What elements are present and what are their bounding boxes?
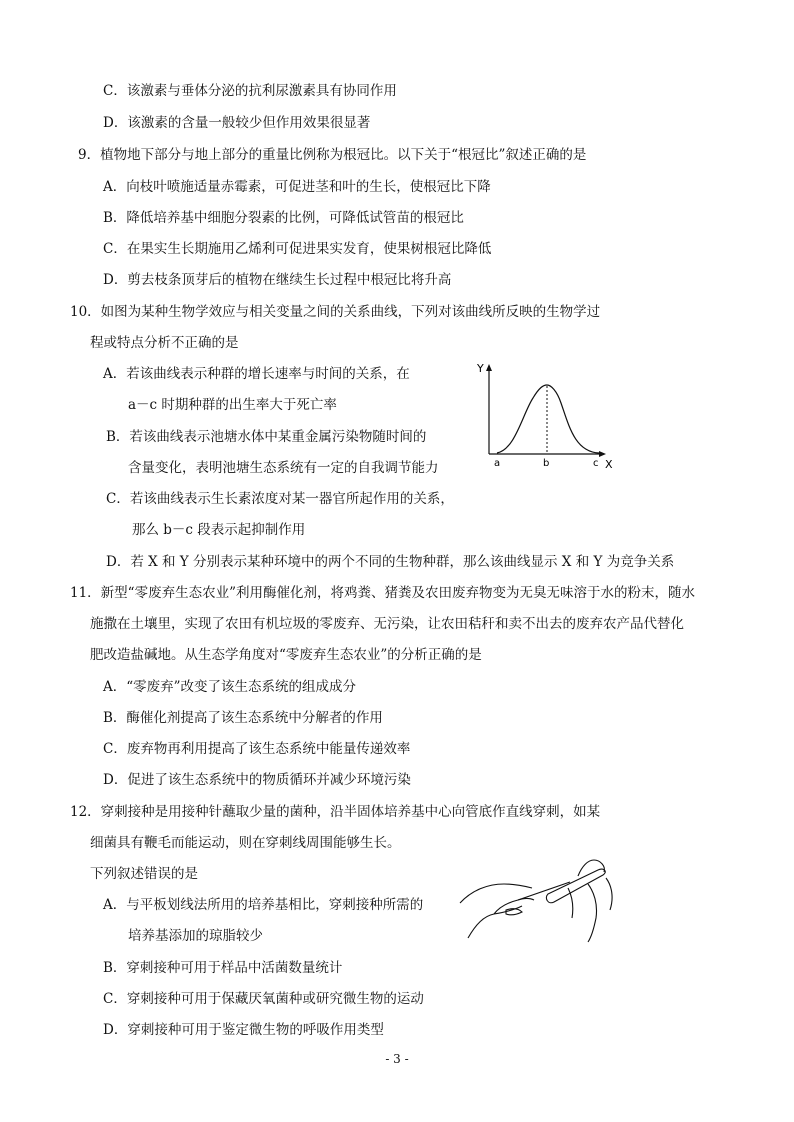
q12-stem-line2: 细菌具有鞭毛而能运动，则在穿刺线周围能够生长。 (90, 835, 401, 851)
q10-option-b-line2: 含量变化，表明池塘生态系统有一定的自我调节能力 (128, 460, 439, 476)
q9-option-c: C．在果实生长期施用乙烯利可促进果实发育，使果树根冠比降低 (103, 241, 492, 257)
test-tube (546, 869, 605, 903)
point-c-label: c (593, 458, 599, 469)
y-axis-label: Y (477, 362, 484, 375)
q11-option-d: D．促进了该生态系统中的物质循环并减少环境污染 (103, 772, 411, 788)
q10-option-b-line1: B．若该曲线表示池塘水体中某重金属污染物随时间的 (106, 429, 427, 445)
q9-option-d: D．剪去枝条顶芽后的植物在继续生长过程中根冠比将升高 (103, 272, 452, 288)
q12-inoculation-figure (458, 848, 618, 944)
q12-option-a-line2: 培养基添加的琼脂较少 (128, 928, 263, 944)
q11-stem-line2: 施撒在土壤里，实现了农田有机垃圾的零废弃、无污染，让农田秸秆和卖不出去的废弃农产品代替化 (90, 616, 684, 632)
q11-option-c: C．废弃物再利用提高了该生态系统中能量传递效率 (103, 741, 411, 757)
q9-option-a: A．向枝叶喷施适量赤霉素，可促进茎和叶的生长，使根冠比下降 (103, 179, 491, 195)
q10-curve-figure (475, 358, 615, 473)
x-axis-arrow (599, 451, 606, 457)
q8-option-c: C．该激素与垂体分泌的抗利尿激素具有协同作用 (103, 83, 397, 99)
q10-option-d: D．若 X 和 Y 分别表示某种环境中的两个不同的生物种群，那么该曲线显示 X 和 Y 为竞争关系 (106, 554, 675, 570)
q9-stem: 9．植物地下部分与地上部分的重量比例称为根冠比。以下关于“根冠比”叙述正确的是 (78, 147, 587, 163)
right-wrist-outline (588, 884, 597, 942)
q10-option-c-line2: 那么 b－c 段表示起抑制作用 (132, 522, 306, 538)
q10-option-a-line1: A．若该曲线表示种群的增长速率与时间的关系，在 (103, 366, 410, 382)
q11-stem-line3: 肥改造盐碱地。从生态学角度对“零废弃生态农业”的分析正确的是 (90, 647, 482, 663)
left-hand-outline (460, 884, 532, 903)
q12-stem-line3: 下列叙述错误的是 (90, 866, 198, 882)
left-wrist-outline (468, 906, 522, 938)
left-fingers (494, 899, 534, 915)
q12-stem-line1: 12．穿刺接种是用接种针蘸取少量的菌种，沿半固体培养基中心向管底作直线穿刺，如某 (70, 804, 601, 820)
right-back-hand (606, 878, 612, 910)
q8-option-d: D．该激素的含量一般较少但作用效果很显著 (103, 115, 371, 131)
y-axis-arrow (486, 364, 492, 371)
x-axis-label: X (605, 458, 613, 471)
q11-option-a: A．“零废弃”改变了该生态系统的组成成分 (103, 679, 357, 695)
q10-stem-line2: 程或特点分析不正确的是 (90, 335, 239, 351)
q12-option-d: D．穿刺接种可用于鉴定微生物的呼吸作用类型 (103, 1022, 384, 1038)
q9-option-b: B．降低培养基中细胞分裂素的比例，可降低试管苗的根冠比 (103, 210, 464, 226)
q10-stem-line1: 10．如图为某种生物学效应与相关变量之间的关系曲线，下列对该曲线所反映的生物学过 (70, 304, 601, 320)
q10-option-a-line2: a－c 时期种群的出生率大于死亡率 (128, 397, 337, 413)
bell-curve (497, 385, 599, 453)
q12-option-a-line1: A．与平板划线法所用的培养基相比，穿刺接种所需的 (103, 897, 424, 913)
q12-option-c: C．穿刺接种可用于保藏厌氧菌种或研究微生物的运动 (103, 991, 424, 1007)
q12-option-b: B．穿刺接种可用于样品中活菌数量统计 (103, 960, 343, 976)
point-b-label: b (543, 458, 550, 469)
q11-stem-line1: 11．新型“零废弃生态农业”利用酶催化剂，将鸡粪、猪粪及农田废弃物变为无臭无味溶于水的粉末，随水 (70, 585, 695, 601)
q11-option-b: B．酶催化剂提高了该生态系统中分解者的作用 (103, 710, 383, 726)
page-number: - 3 - (385, 1052, 409, 1066)
point-a-label: a (494, 458, 501, 469)
q10-option-c-line1: C．若该曲线表示生长素浓度对某一器官所起作用的关系， (106, 491, 454, 507)
